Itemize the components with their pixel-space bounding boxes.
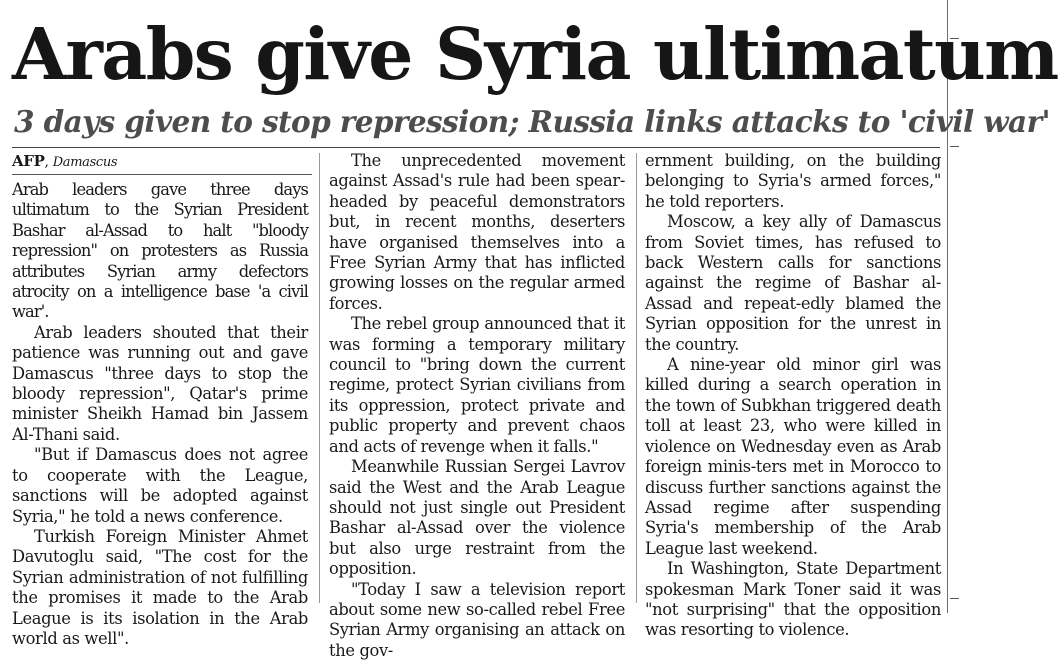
paragraph: Moscow, a key ally of Damascus from Soviet times, has refused to back Western calls for sanctions against the regime of Bashar al-Assad and repeat-edly blamed the Syrian opposition for the unrest in the country. <box>645 212 941 354</box>
paragraph: Meanwhile Russian Sergei Lavrov said the West and the Arab League should not just single out President Bashar al-Assad over the violence but also urge restraint from the opposition. <box>329 457 625 579</box>
paragraph: ernment building, on the building belonging to Syria's armed forces," he told reporters. <box>645 151 941 211</box>
byline-separator: , <box>44 154 53 170</box>
byline-agency: AFP <box>12 152 45 170</box>
byline-divider <box>12 174 312 175</box>
article-column-2 <box>329 151 625 660</box>
article-column-3 <box>645 151 941 640</box>
paragraph: Arab leaders gave three days ultimatum to the Syrian President Bashar al-Assad to halt "bloody repression" on protesters as Russia attributes Syrian army defectors atrocity on a intelligence base 'a civil war'. <box>12 180 308 322</box>
paragraph: A nine-year old minor girl was killed during a search operation in the town of Subkhan triggered death toll at least 23, who were killed in violence on Wednesday even as Arab foreign minis-ters met in Morocco to discuss further sanctions against the Assad regime after suspending Syria's membership of the Arab League last weekend. <box>645 355 941 558</box>
headline: Arabs give Syria ultimatum <box>12 12 1058 96</box>
paragraph: Turkish Foreign Minister Ahmet Davutoglu said, "The cost for the Syrian administration of not fulfilling the promises it made to the Arab League is its isolation in the Arab world as well". <box>12 526 308 648</box>
edge-mark <box>950 146 959 147</box>
paragraph: "Today I saw a television report about some new so-called rebel Free Syrian Army organising an attack on the gov- <box>329 579 625 660</box>
column-divider <box>636 153 637 603</box>
paragraph: The rebel group announced that it was forming a temporary military council to "bring down the current regime, protect Syrian civilians from its oppression, protect private and public property and prevent chaos and acts of revenge when it falls." <box>329 314 625 456</box>
byline <box>12 150 308 174</box>
subheadline: 3 days given to stop repression; Russia links attacks to 'civil war' <box>14 104 1050 139</box>
paragraph: "But if Damascus does not agree to cooperate with the League, sanctions will be adopted against Syria," he told a news conference. <box>12 445 308 526</box>
byline-place: Damascus <box>52 155 118 170</box>
paragraph: Arab leaders shouted that their patience was running out and gave Damascus "three days to stop the bloody repression", Qatar's prime minister Sheikh Hamad bin Jassem Al-Thani said. <box>12 322 308 444</box>
article-column-1 <box>12 150 308 648</box>
headline-divider <box>12 147 940 148</box>
paragraph: The unprecedented movement against Assad's rule had been spear-headed by peaceful demonstrators but, in recent months, deserters have organised themselves into a Free Syrian Army that has inflicted growing losses on the regular armed forces. <box>329 151 625 313</box>
paragraph: In Washington, State Department spokesman Mark Toner said it was "not surprising" that the opposition was resorting to violence. <box>645 559 941 640</box>
column-divider <box>319 153 320 603</box>
edge-mark <box>950 598 959 599</box>
